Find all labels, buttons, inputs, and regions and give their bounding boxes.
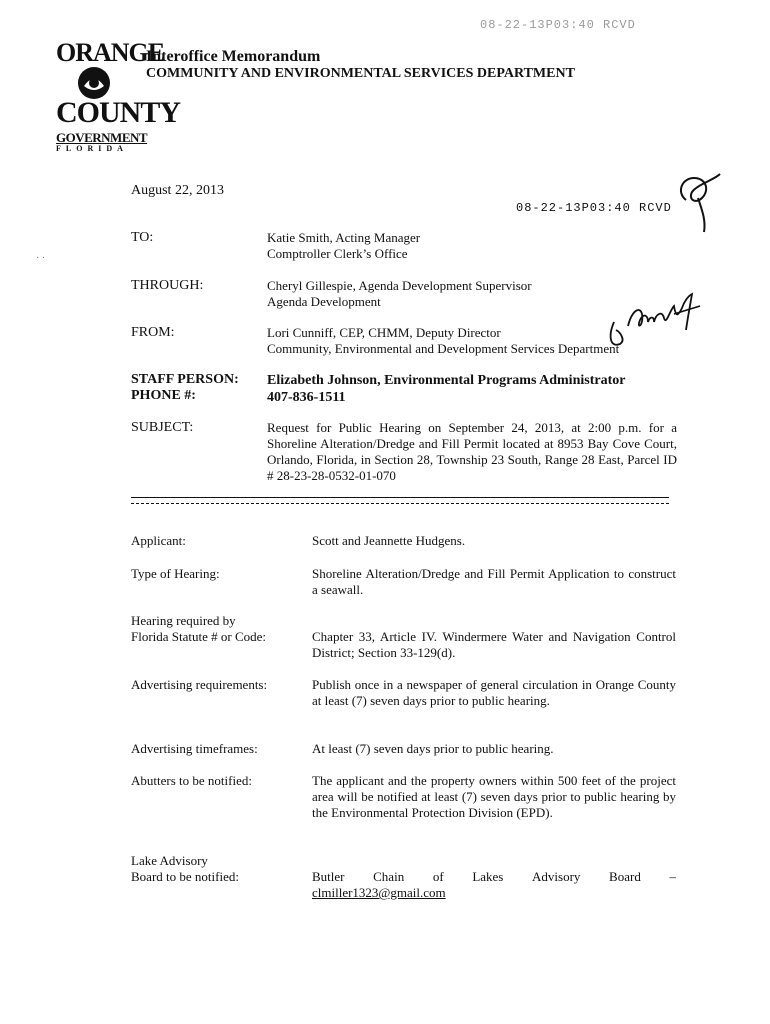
staff-name: Elizabeth Johnson, Environmental Programs Administrator xyxy=(267,373,626,388)
subject-text: Request for Public Hearing on September 24, 2013, at 2:00 p.m. for a Shoreline Alteration/Dredge and Fill Permit located at 8953 Bay Cove Court, Orlando, Florida, in Section 28, Township 23 South, Range 28 East, Parcel ID # 28-23-28-0532-01-070 xyxy=(267,420,677,483)
abutters-value: The applicant and the property owners within 500 feet of the project area will be notified at least (7) seven days prior to public hearing by the Environmental Protection Division (EPD). xyxy=(312,773,676,820)
lake-label-line1: Lake Advisory xyxy=(131,853,208,868)
applicant-value: Scott and Jeannette Hudgens. xyxy=(312,533,466,548)
to-office: Comptroller Clerk’s Office xyxy=(267,246,408,261)
hearing-type-label: Type of Hearing: xyxy=(131,566,220,581)
staff-person-label xyxy=(131,372,239,404)
lake-board-word: – xyxy=(669,869,676,884)
divider-line-2 xyxy=(131,503,669,504)
logo-county-text: COUNTY xyxy=(56,96,181,129)
divider-line xyxy=(131,497,669,498)
hearing-type-value: Shoreline Alteration/Dredge and Fill Permit Application to construct a seawall. xyxy=(312,566,676,597)
abutters-label: Abutters to be notified: xyxy=(131,773,252,788)
received-stamp: 08-22-13P03:40 RCVD xyxy=(516,201,672,215)
from-label: FROM: xyxy=(131,325,175,340)
statute-label-line2: Florida Statute # or Code: xyxy=(131,629,267,644)
lake-board-word: Advisory xyxy=(532,869,581,884)
ad-timeframes-value: At least (7) seven days prior to public hearing. xyxy=(312,741,554,756)
lake-board-word: Board xyxy=(609,869,641,884)
through-label: THROUGH: xyxy=(131,278,204,293)
staff-label-line1: STAFF PERSON: xyxy=(131,372,239,387)
to-name: Katie Smith, Acting Manager xyxy=(267,230,421,245)
handwritten-initials xyxy=(668,170,728,234)
logo-florida-text: FLORIDA xyxy=(56,144,128,153)
through-value xyxy=(267,278,532,310)
statute-label-line1: Hearing required by xyxy=(131,613,236,628)
top-received-stamp: 08-22-13P03:40 RCVD xyxy=(480,18,636,32)
memo-date: August 22, 2013 xyxy=(131,183,224,198)
from-department: Community, Environmental and Development Services Department xyxy=(267,341,620,356)
lake-board-name xyxy=(312,869,676,885)
from-value xyxy=(267,325,619,357)
staff-value xyxy=(267,372,625,406)
subject-label: SUBJECT: xyxy=(131,420,194,435)
through-office: Agenda Development xyxy=(267,294,381,309)
phone-label: PHONE #: xyxy=(131,388,196,403)
lake-advisory-label xyxy=(131,853,239,885)
scan-mark: · · xyxy=(36,253,46,264)
memo-title: Interoffice Memorandum xyxy=(146,48,321,65)
through-name: Cheryl Gillespie, Agenda Development Supervisor xyxy=(267,278,532,293)
handwritten-signature xyxy=(590,286,720,356)
lake-board-word: of xyxy=(432,869,444,884)
statute-label xyxy=(131,613,266,645)
from-name: Lori Cunniff, CEP, CHMM, Deputy Director xyxy=(267,325,501,340)
orange-county-logo xyxy=(56,38,181,153)
lake-board-word: Butler xyxy=(312,869,345,884)
lake-advisory-value xyxy=(312,869,676,901)
ad-requirements-label: Advertising requirements: xyxy=(131,677,268,692)
lake-board-word: Chain xyxy=(373,869,405,884)
logo-orange-text: ORANGE xyxy=(56,38,165,67)
logo-government-text: GOVERNMENT xyxy=(56,130,148,145)
to-label: TO: xyxy=(131,230,154,245)
department-name: COMMUNITY AND ENVIRONMENTAL SERVICES DEPARTMENT xyxy=(146,66,575,81)
lake-label-line2: Board to be notified: xyxy=(131,869,239,884)
lake-board-word: Lakes xyxy=(472,869,504,884)
to-value xyxy=(267,230,420,262)
ad-requirements-value: Publish once in a newspaper of general circulation in Orange County at least (7) seven days prior to public hearing. xyxy=(312,677,676,708)
statute-value: Chapter 33, Article IV. Windermere Water and Navigation Control District; Section 33-129(d). xyxy=(312,629,676,660)
ad-timeframes-label: Advertising timeframes: xyxy=(131,741,258,756)
applicant-label: Applicant: xyxy=(131,533,186,548)
lake-board-email[interactable]: clmiller1323@gmail.com xyxy=(312,885,446,900)
staff-phone: 407-836-1511 xyxy=(267,390,346,405)
